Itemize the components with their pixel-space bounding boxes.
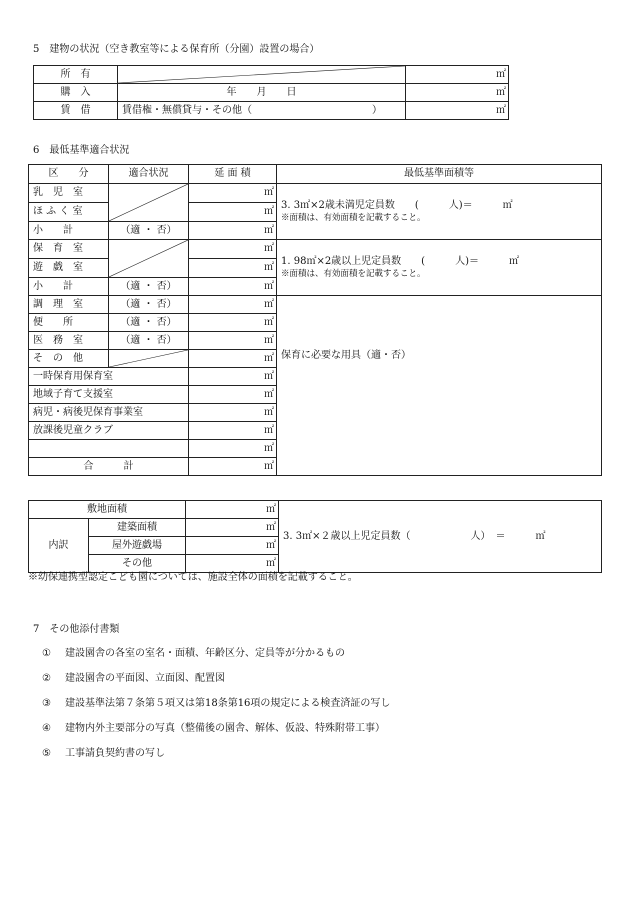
lease-type[interactable]: 賃借権・無償貸与・その他（ ） [118, 102, 406, 120]
crawl-room-area[interactable]: ㎡ [189, 203, 277, 222]
header-fit: 適合状況 [109, 165, 189, 184]
equipment-check[interactable]: 保育に必要な用具（適・否） [281, 349, 411, 361]
list-item [42, 649, 390, 674]
owned-area[interactable]: ㎡ [406, 66, 509, 84]
nursery-subtotal-fit[interactable]: （適 ・ 否） [109, 278, 189, 296]
item-number: ④ [42, 723, 51, 734]
outdoor-play-value[interactable]: ㎡ [186, 537, 279, 555]
header-standard: 最低基準面積等 [277, 165, 602, 184]
nursery-subtotal-label: 小 計 [29, 278, 109, 296]
owned-diagonal-cell [118, 66, 406, 84]
site-area-label: 敷地面積 [29, 501, 186, 519]
other-site-value[interactable]: ㎡ [186, 555, 279, 573]
list-item [42, 699, 390, 724]
infant-standard-cell [277, 184, 602, 240]
header-floor-area: 延 面 積 [189, 165, 277, 184]
local-support-label: 地域子育て支援室 [29, 386, 189, 404]
total-area[interactable]: ㎡ [189, 458, 277, 476]
list-item [42, 749, 390, 774]
table-row [34, 102, 509, 120]
local-support-area[interactable]: ㎡ [189, 386, 277, 404]
infant-room-label: 乳 児 室 [29, 184, 109, 203]
table-row [34, 66, 509, 84]
section5-heading: 5 建物の状況（空き教室等による保育所（分園）設置の場合） [33, 44, 320, 55]
building-status-table [33, 65, 509, 120]
section6-heading: 6 最低基準適合状況 [33, 145, 130, 156]
item-number: ⑤ [42, 748, 51, 759]
item-text: 建設園舎の各室の室名・面積、年齢区分、定員等が分かるもの [64, 648, 345, 659]
lease-area[interactable]: ㎡ [406, 102, 509, 120]
minimum-standard-table [28, 164, 602, 476]
afterschool-label: 放課後児童クラブ [29, 422, 189, 440]
outdoor-play-label: 屋外遊戯場 [89, 537, 186, 555]
list-item [42, 674, 390, 699]
kitchen-label: 調 理 室 [29, 296, 109, 314]
sick-child-area[interactable]: ㎡ [189, 404, 277, 422]
blank-row-label[interactable] [29, 440, 189, 458]
table-row [29, 240, 602, 259]
infant-diagonal-cell [109, 184, 189, 222]
play-room-label: 遊 戯 室 [29, 259, 109, 278]
medical-room-area[interactable]: ㎡ [189, 332, 277, 350]
infant-room-area[interactable]: ㎡ [189, 184, 277, 203]
medical-room-fit[interactable]: （適 ・ 否） [109, 332, 189, 350]
medical-room-label: 医 務 室 [29, 332, 109, 350]
infant-standard-formula[interactable]: 3. 3㎡×2歳未満児定員数 ( 人)＝ ㎡ [281, 199, 513, 211]
site-formula[interactable]: 3. 3㎡×２歳以上児定員数（ 人） ＝ ㎡ [279, 501, 602, 573]
list-item [42, 724, 390, 749]
nursery-standard-formula[interactable]: 1. 98㎡×2歳以上児定員数 ( 人)＝ ㎡ [281, 255, 519, 267]
header-category: 区 分 [29, 165, 109, 184]
temp-nursery-label: 一時保育用保育室 [29, 368, 189, 386]
building-area-label: 建築面積 [89, 519, 186, 537]
item-number: ② [42, 673, 51, 684]
toilet-label: 便 所 [29, 314, 109, 332]
table-row [29, 296, 602, 314]
other-diagonal-cell [109, 350, 189, 368]
table-row [34, 84, 509, 102]
sick-child-label: 病児・病後児保育事業室 [29, 404, 189, 422]
other-site-label: その他 [89, 555, 186, 573]
item-text: 建設基準法第７条第５項又は第18条第16項の規定による検査済証の写し [64, 698, 391, 709]
table-row [29, 184, 602, 203]
equipment-cell [277, 296, 602, 476]
purchase-date[interactable]: 年 月 日 [118, 84, 406, 102]
site-area-value[interactable]: ㎡ [186, 501, 279, 519]
infant-subtotal-label: 小 計 [29, 222, 109, 240]
attachment-list [42, 649, 390, 774]
other-room-label: そ の 他 [29, 350, 109, 368]
purchase-label: 購 入 [34, 84, 118, 102]
breakdown-label: 内訳 [29, 519, 89, 573]
play-room-area[interactable]: ㎡ [189, 259, 277, 278]
item-text: 建物内外主要部分の写真（整備後の園舎、解体、仮設、特殊附帯工事） [64, 723, 385, 734]
crawl-room-label: ほ ふ く 室 [29, 203, 109, 222]
item-text: 建設園舎の平面図、立面図、配置図 [64, 673, 225, 684]
item-number: ③ [42, 698, 51, 709]
lease-label: 賃 借 [34, 102, 118, 120]
temp-nursery-area[interactable]: ㎡ [189, 368, 277, 386]
table-header-row [29, 165, 602, 184]
blank-row-area[interactable]: ㎡ [189, 440, 277, 458]
site-footnote: ※幼保連携型認定こども園については、施設全体の面積を記載すること。 [28, 572, 358, 583]
nursery-room-area[interactable]: ㎡ [189, 240, 277, 259]
kitchen-fit[interactable]: （適 ・ 否） [109, 296, 189, 314]
owned-label: 所 有 [34, 66, 118, 84]
building-area-value[interactable]: ㎡ [186, 519, 279, 537]
site-area-table [28, 500, 602, 573]
total-label: 合 計 [29, 458, 189, 476]
item-number: ① [42, 648, 51, 659]
infant-subtotal-area[interactable]: ㎡ [189, 222, 277, 240]
nursery-standard-note: ※面積は、有効面積を記載すること。 [281, 268, 426, 279]
nursery-standard-cell [277, 240, 602, 296]
toilet-fit[interactable]: （適 ・ 否） [109, 314, 189, 332]
nursery-room-label: 保 育 室 [29, 240, 109, 259]
nursery-diagonal-cell [109, 240, 189, 278]
nursery-subtotal-area[interactable]: ㎡ [189, 278, 277, 296]
purchase-area[interactable]: ㎡ [406, 84, 509, 102]
table-row [29, 501, 602, 519]
infant-standard-note: ※面積は、有効面積を記載すること。 [281, 212, 426, 223]
other-room-area[interactable]: ㎡ [189, 350, 277, 368]
afterschool-area[interactable]: ㎡ [189, 422, 277, 440]
toilet-area[interactable]: ㎡ [189, 314, 277, 332]
item-text: 工事請負契約書の写し [64, 748, 165, 759]
kitchen-area[interactable]: ㎡ [189, 296, 277, 314]
infant-subtotal-fit[interactable]: （適 ・ 否） [109, 222, 189, 240]
section7-heading: 7 その他添付書類 [33, 624, 120, 635]
